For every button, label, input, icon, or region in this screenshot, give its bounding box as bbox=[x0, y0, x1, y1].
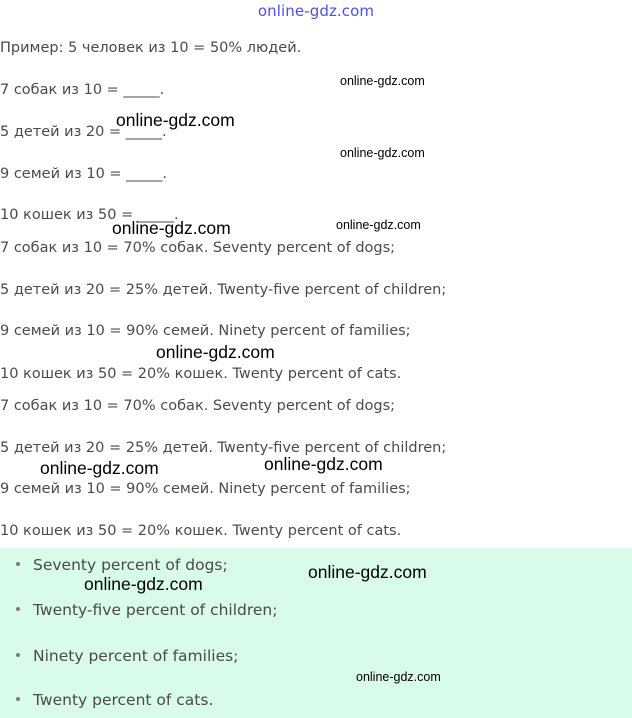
answer-line-children: 5 детей из 20 = 25% детей. Twenty-five percent of children; bbox=[0, 282, 447, 298]
answer-line-cats-repeat: 10 кошек из 50 = 20% кошек. Twenty percent of cats. bbox=[0, 523, 402, 539]
list-item bbox=[16, 647, 238, 665]
list-item-text: Ninety percent of families; bbox=[33, 647, 239, 665]
answer-line-dogs: 7 собак из 10 = 70% собак. Seventy percent of dogs; bbox=[0, 240, 396, 256]
bullet-dot-icon bbox=[16, 562, 20, 566]
task-line-dogs: 7 собак из 10 = _____. bbox=[0, 82, 165, 98]
bullet-dot-icon bbox=[16, 697, 20, 701]
header-watermark: online-gdz.com bbox=[257, 2, 375, 20]
bullet-dot-icon bbox=[16, 607, 20, 611]
watermark: online-gdz.com bbox=[340, 74, 425, 88]
list-item bbox=[16, 556, 228, 574]
list-item bbox=[16, 691, 213, 709]
watermark: online-gdz.com bbox=[356, 670, 441, 684]
example-line: Пример: 5 человек из 10 = 50% людей. bbox=[0, 40, 302, 56]
watermark: online-gdz.com bbox=[116, 110, 235, 130]
answer-line-families-repeat: 9 семей из 10 = 90% семей. Ninety percent of families; bbox=[0, 481, 411, 497]
watermark: online-gdz.com bbox=[84, 574, 203, 594]
watermark: online-gdz.com bbox=[40, 458, 159, 478]
watermark: online-gdz.com bbox=[336, 218, 421, 232]
answer-line-children-repeat: 5 детей из 20 = 25% детей. Twenty-five percent of children; bbox=[0, 440, 447, 456]
task-line-children: 5 детей из 20 = _____. bbox=[0, 124, 167, 140]
answer-line-dogs-repeat: 7 собак из 10 = 70% собак. Seventy percent of dogs; bbox=[0, 398, 396, 414]
list-item-text: Seventy percent of dogs; bbox=[33, 556, 228, 574]
list-item bbox=[16, 601, 277, 619]
list-item-text: Twenty-five percent of children; bbox=[33, 601, 278, 619]
watermark: online-gdz.com bbox=[264, 454, 383, 474]
answer-line-cats: 10 кошек из 50 = 20% кошек. Twenty percent of cats. bbox=[0, 366, 402, 382]
list-item-text: Twenty percent of cats. bbox=[33, 691, 214, 709]
watermark: online-gdz.com bbox=[112, 218, 231, 238]
watermark: online-gdz.com bbox=[340, 146, 425, 160]
answer-line-families: 9 семей из 10 = 90% семей. Ninety percent of families; bbox=[0, 323, 411, 339]
watermark: online-gdz.com bbox=[156, 342, 275, 362]
task-line-families: 9 семей из 10 = _____. bbox=[0, 166, 168, 182]
task-line-cats: 10 кошек из 50 = _____. bbox=[0, 207, 179, 223]
bullet-dot-icon bbox=[16, 653, 20, 657]
watermark: online-gdz.com bbox=[308, 562, 427, 582]
